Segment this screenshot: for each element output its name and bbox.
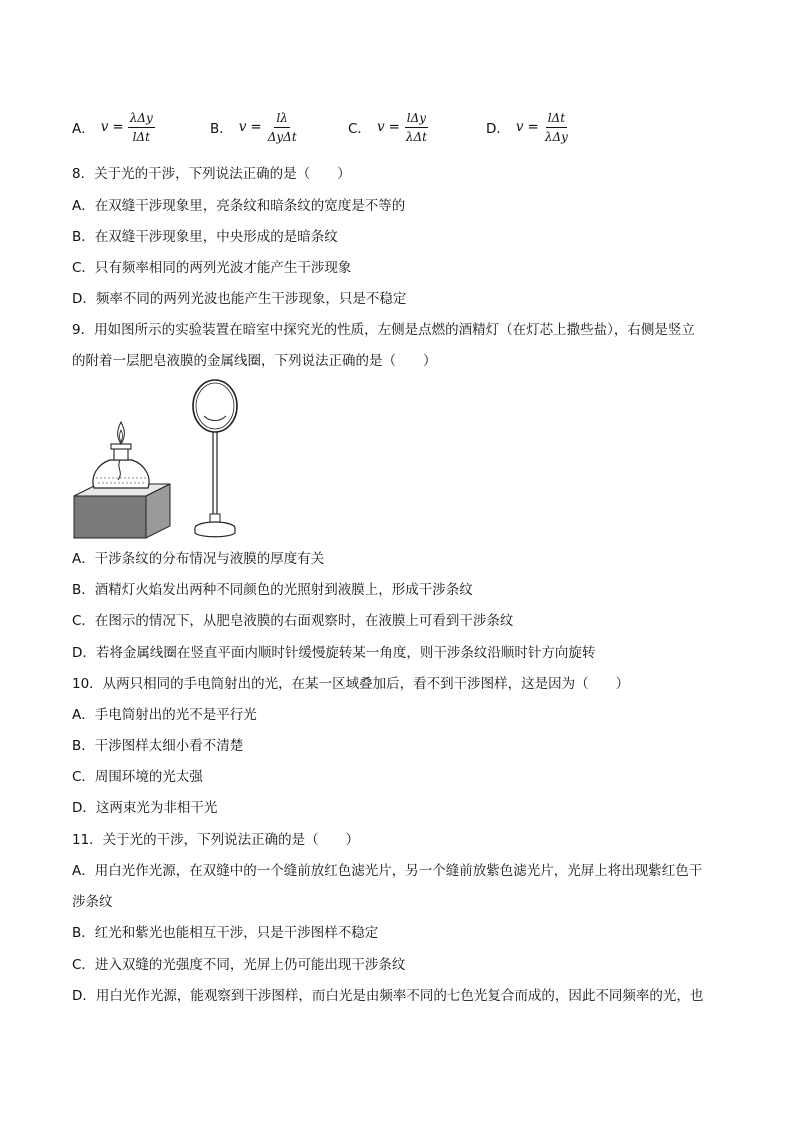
option-letter: B． — [210, 121, 233, 137]
fraction-denominator: lΔt — [132, 129, 150, 144]
q8-stem: 8．关于光的干涉，下列说法正确的是（ ） — [72, 166, 351, 182]
option-letter: C． — [348, 121, 371, 137]
formula-fraction — [266, 110, 299, 145]
fraction-denominator: ΔyΔt — [267, 129, 297, 144]
formula-variable: v — [515, 119, 524, 135]
q11-option-a-line2[interactable]: 涉条纹 — [72, 894, 113, 910]
formula-fraction — [543, 110, 570, 145]
q8-option-b[interactable]: B．在双缝干涉现象里，中央形成的是暗条纹 — [72, 229, 338, 245]
q9-option-b[interactable]: B．酒精灯火焰发出两种不同颜色的光照射到液膜上，形成干涉条纹 — [72, 582, 473, 598]
formula-equals: = — [527, 119, 539, 135]
q8-option-d[interactable]: D．频率不同的两列光波也能产生干涉现象，只是不稳定 — [72, 291, 407, 307]
q8-option-a[interactable]: A．在双缝干涉现象里，亮条纹和暗条纹的宽度是不等的 — [72, 198, 406, 214]
option-letter: A． — [72, 121, 95, 137]
q11-stem: 11．关于光的干涉，下列说法正确的是（ ） — [72, 832, 360, 848]
formula-variable: v — [376, 119, 385, 135]
q7-option-b[interactable] — [210, 104, 299, 150]
q8-option-c[interactable]: C．只有频率相同的两列光波才能产生干涉现象 — [72, 260, 352, 276]
fraction-denominator: λΔt — [405, 129, 427, 144]
fraction-numerator: lΔy — [405, 110, 428, 128]
fraction-denominator: λΔy — [544, 129, 568, 144]
fraction-numerator: λΔy — [128, 110, 155, 128]
soap-film-ring-icon — [193, 380, 237, 537]
formula-equals: = — [112, 119, 124, 135]
q7-option-c[interactable] — [348, 104, 429, 150]
formula-variable: v — [100, 119, 109, 135]
q10-option-a[interactable]: A．手电筒射出的光不是平行光 — [72, 707, 257, 723]
alcohol-lamp-icon — [93, 422, 149, 488]
q11-option-b[interactable]: B．红光和紫光也能相互干涉，只是干涉图样不稳定 — [72, 925, 379, 941]
formula-equals: = — [388, 119, 400, 135]
option-letter: D． — [486, 121, 510, 137]
q9-stem-line1: 9．用如图所示的实验装置在暗室中探究光的性质，左侧是点燃的酒精灯（在灯芯上撒些盐），右侧是竖立 — [72, 322, 695, 338]
q10-option-d[interactable]: D．这两束光为非相干光 — [72, 800, 218, 816]
q10-option-c[interactable]: C．周围环境的光太强 — [72, 769, 203, 785]
q7-option-d[interactable] — [486, 104, 570, 150]
q7-option-a[interactable] — [72, 104, 155, 150]
q11-option-c[interactable]: C．进入双缝的光强度不同，光屏上仍可能出现干涉条纹 — [72, 957, 406, 973]
q11-option-a-line1[interactable]: A．用白光作光源，在双缝中的一个缝前放红色滤光片，另一个缝前放紫色滤光片，光屏上将出现紫红色干 — [72, 863, 703, 879]
q9-option-a[interactable]: A．干涉条纹的分布情况与液膜的厚度有关 — [72, 551, 325, 567]
q7-options — [0, 104, 794, 150]
q9-option-d[interactable]: D．若将金属线圈在竖直平面内顺时针缓慢旋转某一角度，则干涉条纹沿顺时针方向旋转 — [72, 645, 596, 661]
q9-option-c[interactable]: C．在图示的情况下，从肥皂液膜的右面观察时，在液膜上可看到干涉条纹 — [72, 613, 514, 629]
formula-fraction — [128, 110, 155, 145]
fraction-numerator: lλ — [274, 110, 289, 128]
q10-stem: 10．从两只相同的手电筒射出的光，在某一区域叠加后，看不到干涉图样，这是因为（ ） — [72, 676, 630, 692]
formula-variable: v — [238, 119, 247, 135]
q9-stem-line2: 的附着一层肥皂液膜的金属线圈，下列说法正确的是（ ） — [72, 353, 437, 369]
wooden-block-icon — [74, 484, 170, 538]
formula-equals: = — [250, 119, 262, 135]
formula-fraction — [404, 110, 429, 145]
q10-option-b[interactable]: B．干涉图样太细小看不清楚 — [72, 738, 244, 754]
q9-apparatus-figure — [70, 378, 250, 543]
q11-option-d[interactable]: D．用白光作光源，能观察到干涉图样，而白光是由频率不同的七色光复合而成的，因此不同频率的光，也 — [72, 988, 704, 1004]
fraction-numerator: lΔt — [546, 110, 567, 128]
